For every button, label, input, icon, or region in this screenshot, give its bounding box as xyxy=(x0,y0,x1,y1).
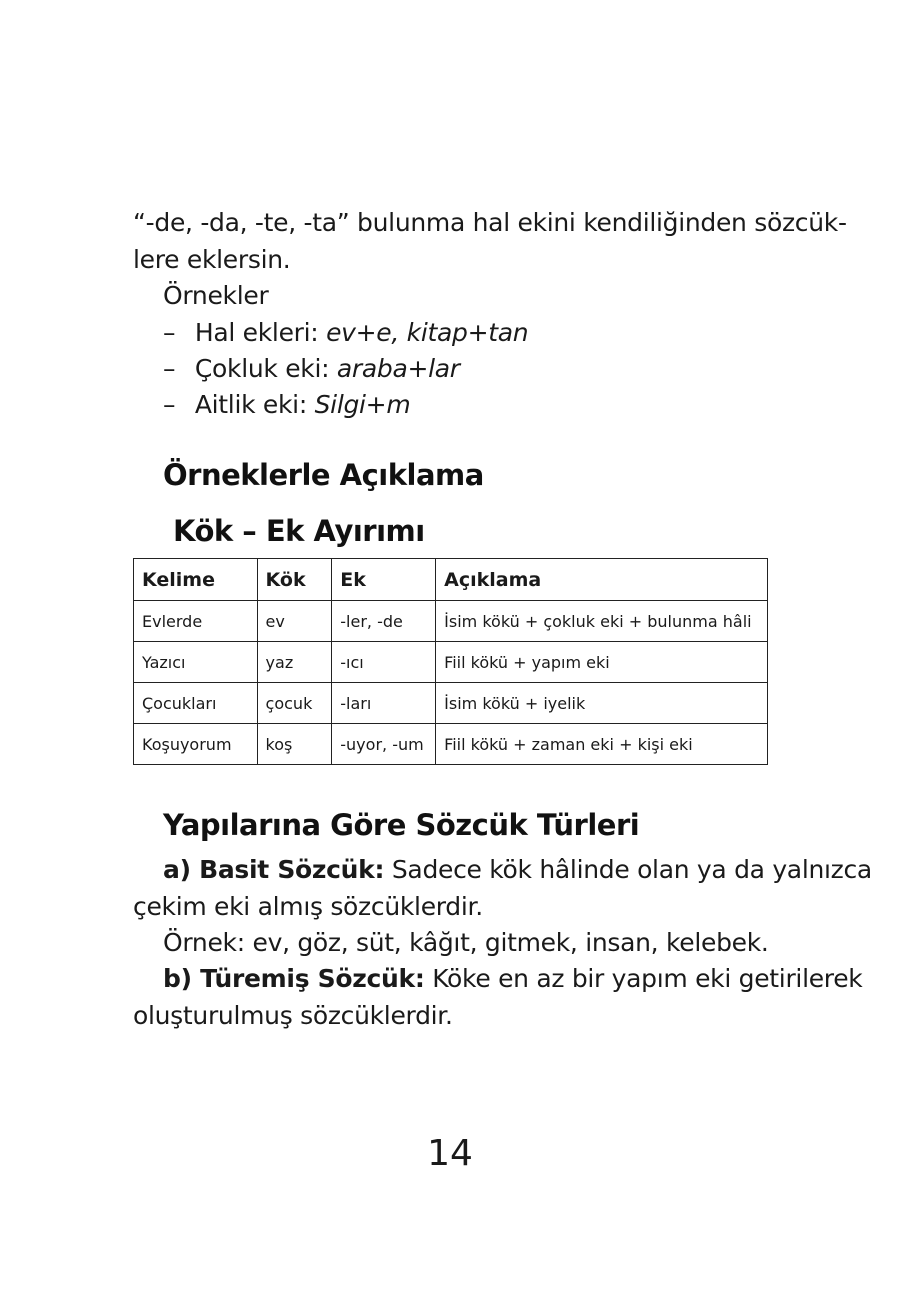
table-header-cell: Ek xyxy=(332,559,436,601)
table-header-cell: Kelime xyxy=(134,559,258,601)
example-label: Aitlik eki: xyxy=(194,390,315,419)
term-label: b) Türemiş Sözcük: xyxy=(163,964,425,993)
example-value: Silgi+m xyxy=(314,390,411,419)
table-cell: Fiil kökü + zaman eki + kişi eki xyxy=(436,724,768,765)
example-value: ev+e, kitap+tan xyxy=(326,318,529,347)
table-header-row xyxy=(134,559,768,601)
table-cell: -ler, -de xyxy=(332,601,436,642)
term-text: Sadece kök hâlinde olan ya da yalnızca xyxy=(384,855,872,884)
example-item-1 xyxy=(163,318,528,347)
page-number: 14 xyxy=(427,1133,473,1174)
table-row xyxy=(134,724,768,765)
examples-heading: Örnekler xyxy=(163,281,269,310)
turemis-line-1 xyxy=(163,964,863,993)
term-text: Köke en az bir yapım eki getirilerek xyxy=(424,964,863,993)
example-sentence: Örnek: ev, göz, süt, kâğıt, gitmek, insan, kelebek. xyxy=(163,928,769,957)
table-cell: -ları xyxy=(332,683,436,724)
table-cell: -uyor, -um xyxy=(332,724,436,765)
table-cell: Koşuyorum xyxy=(134,724,258,765)
table-cell: Fiil kökü + yapım eki xyxy=(436,642,768,683)
table-cell: koş xyxy=(257,724,332,765)
term-label: a) Basit Sözcük: xyxy=(163,855,385,884)
intro-line-2: lere eklersin. xyxy=(133,245,291,274)
section-title: Örneklerle Açıklama xyxy=(163,458,484,492)
turemis-line-2: oluşturulmuş sözcüklerdir. xyxy=(133,1001,453,1030)
basit-line-2: çekim eki almış sözcüklerdir. xyxy=(133,892,483,921)
section-title: Yapılarına Göre Sözcük Türleri xyxy=(163,808,640,842)
table-row xyxy=(134,642,768,683)
example-value: araba+lar xyxy=(336,354,460,383)
example-label: Hal ekleri: xyxy=(194,318,327,347)
table-row xyxy=(134,683,768,724)
table-header-cell: Açıklama xyxy=(436,559,768,601)
table-cell: ev xyxy=(257,601,332,642)
table-cell: Çocukları xyxy=(134,683,258,724)
table-cell: Yazıcı xyxy=(134,642,258,683)
example-item-3 xyxy=(163,390,410,419)
table-cell: İsim kökü + çokluk eki + bulunma hâli xyxy=(436,601,768,642)
basit-line-1 xyxy=(163,855,872,884)
example-dash: – xyxy=(163,318,176,347)
root-suffix-table xyxy=(133,558,768,765)
table-cell: yaz xyxy=(257,642,332,683)
example-dash: – xyxy=(163,354,176,383)
example-label: Çokluk eki: xyxy=(194,354,337,383)
section-subtitle: Kök – Ek Ayırımı xyxy=(173,514,425,548)
example-item-2 xyxy=(163,354,460,383)
table-cell: çocuk xyxy=(257,683,332,724)
intro-line-1: “-de, -da, -te, -ta” bulunma hal ekini kendiliğinden sözcük- xyxy=(133,208,847,237)
table-header-cell: Kök xyxy=(257,559,332,601)
table-cell: Evlerde xyxy=(134,601,258,642)
example-dash: – xyxy=(163,390,176,419)
table-row xyxy=(134,601,768,642)
table-cell: -ıcı xyxy=(332,642,436,683)
table-cell: İsim kökü + iyelik xyxy=(436,683,768,724)
